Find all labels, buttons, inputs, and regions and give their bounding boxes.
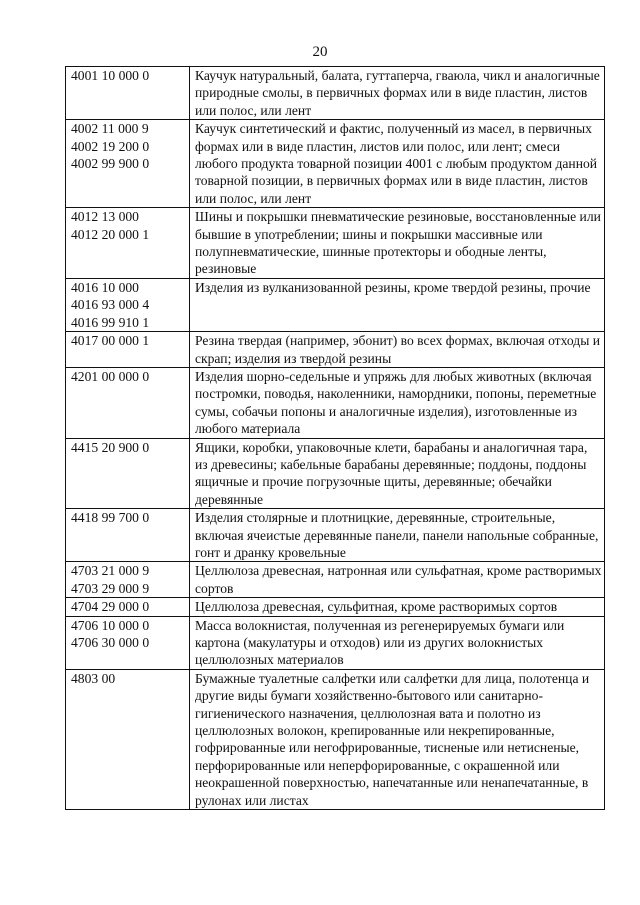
- description-cell: [190, 616, 605, 669]
- tnved-code: 4012 20 000 1: [71, 226, 150, 242]
- code-cell: [66, 598, 190, 616]
- tnved-table: [65, 66, 605, 810]
- description-cell: [190, 67, 605, 120]
- code-cell: [66, 120, 190, 208]
- description-cell: [190, 438, 605, 509]
- tnved-code: 4016 93 000 4: [71, 297, 150, 313]
- tnved-code: 4706 30 000 0: [71, 635, 150, 650]
- description-cell: [190, 278, 605, 331]
- table-body: [66, 67, 605, 810]
- code-cell: [66, 509, 190, 562]
- goods-description: Шины и покрышки пневматические резиновые, восстановленные или бывшие в употреблении; шины и покрышки массивные или полупневматические, шинные протекторы и ободные ленты, резиновые: [195, 209, 601, 277]
- goods-description: Целлюлоза древесная, сульфитная, кроме растворимых сортов: [195, 599, 558, 615]
- goods-description: Ящики, коробки, упаковочные клети, барабаны и аналогичная тара, из древесины; кабельные барабаны деревянные; поддоны, поддоны ящичные и прочие погрузочные щиты, деревянные; обечайки деревянные: [195, 439, 588, 507]
- tnved-code: 4703 29 000 9: [71, 580, 150, 596]
- goods-description: Каучук натуральный, балата, гуттаперча, гваюла, чикл и аналогичные природные смолы, в первичных формах или в виде пластин, листов или полос, или лент: [195, 68, 600, 118]
- description-cell: [190, 332, 605, 368]
- tnved-code: 4201 00 000 0: [71, 368, 150, 384]
- table-row: [66, 598, 605, 616]
- tnved-code: 4415 20 900 0: [71, 439, 150, 455]
- table-row: [66, 562, 605, 598]
- table-row: [66, 332, 605, 368]
- code-cell: [66, 332, 190, 368]
- description-cell: [190, 509, 605, 562]
- code-cell: [66, 562, 190, 598]
- goods-description: Каучук синтетический и фактис, полученный из масел, в первичных формах или в виде пластин, листов или полос, или лент; смеси любого продукта товарной позиции 4001 с любым продуктом данной товарной позиции, в первичных формах или в виде пластин, листов или полос, или лент: [195, 121, 598, 206]
- code-cell: [66, 438, 190, 509]
- description-cell: [190, 669, 605, 809]
- code-cell: [66, 616, 190, 669]
- tnved-code: 4803 00: [71, 670, 116, 686]
- description-cell: [190, 208, 605, 279]
- tnved-code: 4016 10 000: [71, 279, 139, 295]
- description-cell: [190, 367, 605, 438]
- code-cell: [66, 367, 190, 438]
- tnved-code: 4016 99 910 1: [71, 314, 150, 330]
- code-cell: [66, 67, 190, 120]
- page-number: 20: [312, 44, 328, 60]
- tnved-code: 4012 13 000: [71, 209, 139, 225]
- goods-description: Масса волокнистая, полученная из регенерируемых бумаги или картона (макулатуры и отходов) или из других волокнистых целлюлозных материалов: [195, 617, 565, 668]
- table-row: [66, 438, 605, 509]
- tnved-code: 4703 21 000 9: [71, 563, 150, 579]
- table-row: [66, 367, 605, 438]
- description-cell: [190, 120, 605, 208]
- tnved-code: 4002 11 000 9: [71, 121, 149, 137]
- description-cell: [190, 598, 605, 616]
- description-cell: [190, 562, 605, 598]
- table-row: [66, 509, 605, 562]
- table-row: [66, 208, 605, 279]
- table-row: [66, 120, 605, 208]
- code-cell: [66, 208, 190, 279]
- tnved-code: 4002 99 900 0: [71, 156, 150, 172]
- table-row: [66, 278, 605, 331]
- table-row: [66, 616, 605, 669]
- code-cell: [66, 278, 190, 331]
- goods-description: Изделия из вулканизованной резины, кроме твердой резины, прочие: [195, 279, 591, 295]
- goods-description: Изделия шорно-седельные и упряжь для любых животных (включая постромки, поводья, наколенники, намордники, попоны, переметные сумы, собачьи попоны и аналогичные изделия), изготовленные из любого материала: [195, 368, 597, 437]
- goods-description: Резина твердая (например, эбонит) во всех формах, включая отходы и скрап; изделия из твердой резины: [195, 333, 601, 366]
- tnved-code: 4001 10 000 0: [71, 68, 150, 83]
- goods-description: Целлюлоза древесная, натронная или сульфатная, кроме растворимых сортов: [195, 563, 602, 596]
- table-row: [66, 669, 605, 809]
- tnved-code: 4418 99 700 0: [71, 510, 150, 526]
- tnved-code: 4706 10 000 0: [71, 617, 150, 633]
- tnved-code: 4704 29 000 0: [71, 599, 150, 615]
- goods-description: Бумажные туалетные салфетки или салфетки для лица, полотенца и другие виды бумаги хозяйственно-бытового или санитарно-гигиенического назначения, целлюлозная вата и полотно из целлюлозных волокон, крепированные или некрепированные, гофрированные или негофрированные, тисненые или нетисненые, перфорированные или неперфорированные, с окрашенной или неокрашенной поверхностью, напечатанные или ненапечатанные, в рулонах или листах: [195, 670, 590, 808]
- code-cell: [66, 669, 190, 809]
- tnved-code: 4017 00 000 1: [71, 333, 150, 349]
- goods-description: Изделия столярные и плотницкие, деревянные, строительные, включая ячеистые деревянные панели, панели напольные собранные, гонт и дранку кровельные: [195, 510, 599, 560]
- tnved-code: 4002 19 200 0: [71, 138, 150, 154]
- table-row: [66, 67, 605, 120]
